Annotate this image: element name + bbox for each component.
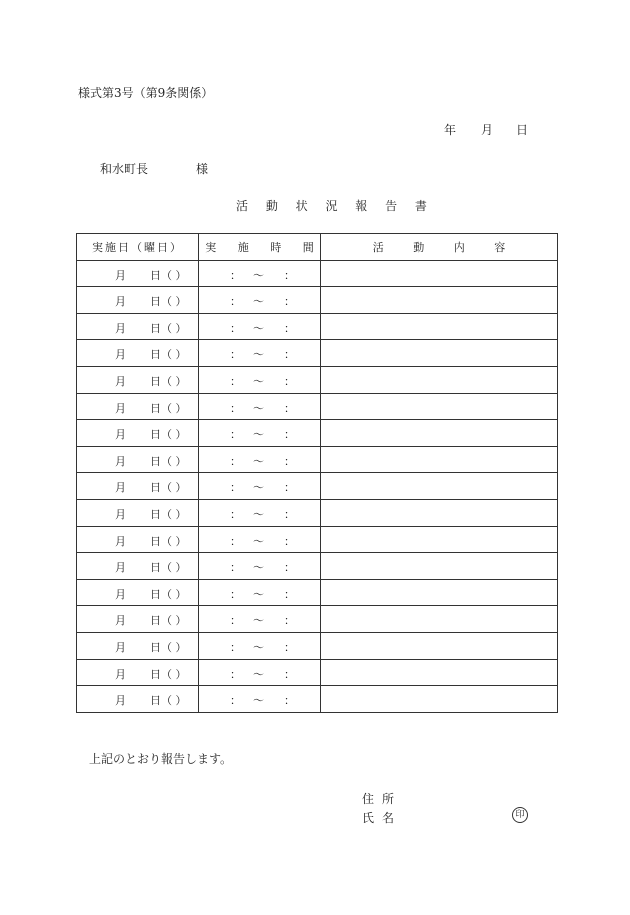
table-row bbox=[77, 287, 558, 314]
end-colon: ： bbox=[284, 428, 295, 442]
range-wave: 〜 bbox=[253, 428, 264, 442]
table-row bbox=[77, 606, 558, 633]
day-weekday-text: 日（ ） bbox=[150, 561, 187, 575]
time-cell[interactable] bbox=[199, 686, 321, 713]
activity-cell[interactable] bbox=[321, 659, 558, 686]
day-weekday-text: 日（ ） bbox=[150, 428, 187, 442]
end-colon: ： bbox=[284, 295, 295, 309]
month-text: 月 bbox=[115, 640, 126, 654]
range-wave: 〜 bbox=[253, 694, 264, 708]
date-cell[interactable] bbox=[77, 606, 199, 633]
activity-cell[interactable] bbox=[321, 526, 558, 553]
activity-cell[interactable] bbox=[321, 366, 558, 393]
time-cell[interactable] bbox=[199, 526, 321, 553]
month-text: 月 bbox=[115, 268, 126, 282]
month-text: 月 bbox=[115, 321, 126, 335]
day-weekday-text: 日（ ） bbox=[150, 321, 187, 335]
table-row bbox=[77, 420, 558, 447]
end-colon: ： bbox=[284, 507, 295, 521]
activity-cell[interactable] bbox=[321, 340, 558, 367]
name-label: 氏名 bbox=[362, 811, 403, 825]
range-wave: 〜 bbox=[253, 295, 264, 309]
column-header-date: 実施日（曜日） bbox=[77, 234, 199, 261]
address-label: 住所 bbox=[362, 792, 403, 806]
start-colon: ： bbox=[230, 268, 241, 282]
table-row bbox=[77, 340, 558, 367]
time-cell[interactable] bbox=[199, 579, 321, 606]
time-cell[interactable] bbox=[199, 473, 321, 500]
range-wave: 〜 bbox=[253, 534, 264, 548]
month-text: 月 bbox=[115, 454, 126, 468]
activity-cell[interactable] bbox=[321, 313, 558, 340]
month-label: 月 bbox=[481, 123, 494, 137]
report-table bbox=[76, 233, 558, 713]
end-colon: ： bbox=[284, 348, 295, 362]
start-colon: ： bbox=[230, 428, 241, 442]
day-weekday-text: 日（ ） bbox=[150, 401, 187, 415]
month-text: 月 bbox=[115, 401, 126, 415]
start-colon: ： bbox=[230, 321, 241, 335]
range-wave: 〜 bbox=[253, 401, 264, 415]
month-text: 月 bbox=[115, 534, 126, 548]
range-wave: 〜 bbox=[253, 348, 264, 362]
activity-cell[interactable] bbox=[321, 686, 558, 713]
time-cell[interactable] bbox=[199, 446, 321, 473]
date-cell[interactable] bbox=[77, 526, 199, 553]
day-weekday-text: 日（ ） bbox=[150, 374, 187, 388]
end-colon: ： bbox=[284, 401, 295, 415]
date-cell[interactable] bbox=[77, 393, 199, 420]
day-weekday-text: 日（ ） bbox=[150, 694, 187, 708]
month-text: 月 bbox=[115, 614, 126, 628]
day-weekday-text: 日（ ） bbox=[150, 481, 187, 495]
month-text: 月 bbox=[115, 374, 126, 388]
start-colon: ： bbox=[230, 401, 241, 415]
month-text: 月 bbox=[115, 481, 126, 495]
honorific: 様 bbox=[196, 162, 209, 176]
range-wave: 〜 bbox=[253, 614, 264, 628]
end-colon: ： bbox=[284, 321, 295, 335]
table-row bbox=[77, 632, 558, 659]
time-cell[interactable] bbox=[199, 420, 321, 447]
activity-cell[interactable] bbox=[321, 393, 558, 420]
form-number: 様式第3号（第9条関係） bbox=[78, 86, 214, 100]
month-text: 月 bbox=[115, 295, 126, 309]
time-cell[interactable] bbox=[199, 606, 321, 633]
time-cell[interactable] bbox=[199, 366, 321, 393]
table-row bbox=[77, 526, 558, 553]
range-wave: 〜 bbox=[253, 587, 264, 601]
date-cell[interactable] bbox=[77, 632, 199, 659]
activity-cell[interactable] bbox=[321, 606, 558, 633]
table-row bbox=[77, 579, 558, 606]
start-colon: ： bbox=[230, 534, 241, 548]
activity-cell[interactable] bbox=[321, 420, 558, 447]
time-cell[interactable] bbox=[199, 393, 321, 420]
range-wave: 〜 bbox=[253, 507, 264, 521]
date-cell[interactable] bbox=[77, 553, 199, 580]
day-weekday-text: 日（ ） bbox=[150, 667, 187, 681]
range-wave: 〜 bbox=[253, 667, 264, 681]
start-colon: ： bbox=[230, 667, 241, 681]
addressee: 和水町長 bbox=[100, 162, 149, 176]
start-colon: ： bbox=[230, 694, 241, 708]
start-colon: ： bbox=[230, 587, 241, 601]
range-wave: 〜 bbox=[253, 640, 264, 654]
activity-cell[interactable] bbox=[321, 579, 558, 606]
table-row bbox=[77, 473, 558, 500]
day-weekday-text: 日（ ） bbox=[150, 534, 187, 548]
activity-cell[interactable] bbox=[321, 553, 558, 580]
start-colon: ： bbox=[230, 481, 241, 495]
end-colon: ： bbox=[284, 561, 295, 575]
end-colon: ： bbox=[284, 640, 295, 654]
date-cell[interactable] bbox=[77, 287, 199, 314]
table-row bbox=[77, 553, 558, 580]
date-cell[interactable] bbox=[77, 499, 199, 526]
start-colon: ： bbox=[230, 295, 241, 309]
range-wave: 〜 bbox=[253, 374, 264, 388]
day-weekday-text: 日（ ） bbox=[150, 614, 187, 628]
time-cell[interactable] bbox=[199, 287, 321, 314]
table-row bbox=[77, 686, 558, 713]
report-rows bbox=[77, 260, 558, 712]
end-colon: ： bbox=[284, 374, 295, 388]
column-header-time: 実 施 時 間 bbox=[199, 234, 321, 261]
start-colon: ： bbox=[230, 507, 241, 521]
time-cell[interactable] bbox=[199, 553, 321, 580]
start-colon: ： bbox=[230, 561, 241, 575]
day-weekday-text: 日（ ） bbox=[150, 454, 187, 468]
time-cell[interactable] bbox=[199, 499, 321, 526]
start-colon: ： bbox=[230, 640, 241, 654]
end-colon: ： bbox=[284, 587, 295, 601]
day-weekday-text: 日（ ） bbox=[150, 507, 187, 521]
range-wave: 〜 bbox=[253, 481, 264, 495]
month-text: 月 bbox=[115, 667, 126, 681]
month-text: 月 bbox=[115, 507, 126, 521]
start-colon: ： bbox=[230, 374, 241, 388]
start-colon: ： bbox=[230, 348, 241, 362]
day-label: 日 bbox=[516, 123, 529, 137]
end-colon: ： bbox=[284, 454, 295, 468]
month-text: 月 bbox=[115, 587, 126, 601]
date-cell[interactable] bbox=[77, 446, 199, 473]
table-row bbox=[77, 366, 558, 393]
activity-cell[interactable] bbox=[321, 499, 558, 526]
table-row bbox=[77, 260, 558, 287]
time-cell[interactable] bbox=[199, 632, 321, 659]
table-header-row bbox=[77, 234, 558, 261]
date-cell[interactable] bbox=[77, 340, 199, 367]
closing-statement: 上記のとおり報告します。 bbox=[89, 752, 233, 766]
date-cell[interactable] bbox=[77, 659, 199, 686]
table-row bbox=[77, 393, 558, 420]
date-cell[interactable] bbox=[77, 473, 199, 500]
end-colon: ： bbox=[284, 667, 295, 681]
seal-icon: 印 bbox=[512, 807, 528, 823]
column-header-activity: 活 動 内 容 bbox=[321, 234, 558, 261]
day-weekday-text: 日（ ） bbox=[150, 640, 187, 654]
date-cell[interactable] bbox=[77, 686, 199, 713]
month-text: 月 bbox=[115, 561, 126, 575]
year-label: 年 bbox=[444, 123, 457, 137]
table-row bbox=[77, 313, 558, 340]
table-row bbox=[77, 659, 558, 686]
activity-cell[interactable] bbox=[321, 260, 558, 287]
activity-cell[interactable] bbox=[321, 446, 558, 473]
day-weekday-text: 日（ ） bbox=[150, 268, 187, 282]
range-wave: 〜 bbox=[253, 321, 264, 335]
month-text: 月 bbox=[115, 428, 126, 442]
date-cell[interactable] bbox=[77, 260, 199, 287]
range-wave: 〜 bbox=[253, 268, 264, 282]
start-colon: ： bbox=[230, 614, 241, 628]
document-title: 活 動 状 況 報 告 書 bbox=[236, 199, 434, 213]
end-colon: ： bbox=[284, 534, 295, 548]
activity-cell[interactable] bbox=[321, 632, 558, 659]
date-cell[interactable] bbox=[77, 366, 199, 393]
start-colon: ： bbox=[230, 454, 241, 468]
end-colon: ： bbox=[284, 694, 295, 708]
month-text: 月 bbox=[115, 348, 126, 362]
activity-cell[interactable] bbox=[321, 473, 558, 500]
date-cell[interactable] bbox=[77, 420, 199, 447]
range-wave: 〜 bbox=[253, 561, 264, 575]
table-row bbox=[77, 446, 558, 473]
activity-cell[interactable] bbox=[321, 287, 558, 314]
date-cell[interactable] bbox=[77, 313, 199, 340]
time-cell[interactable] bbox=[199, 340, 321, 367]
time-cell[interactable] bbox=[199, 313, 321, 340]
time-cell[interactable] bbox=[199, 260, 321, 287]
range-wave: 〜 bbox=[253, 454, 264, 468]
time-cell[interactable] bbox=[199, 659, 321, 686]
day-weekday-text: 日（ ） bbox=[150, 295, 187, 309]
end-colon: ： bbox=[284, 268, 295, 282]
table-row bbox=[77, 499, 558, 526]
end-colon: ： bbox=[284, 614, 295, 628]
end-colon: ： bbox=[284, 481, 295, 495]
date-cell[interactable] bbox=[77, 579, 199, 606]
day-weekday-text: 日（ ） bbox=[150, 348, 187, 362]
day-weekday-text: 日（ ） bbox=[150, 587, 187, 601]
month-text: 月 bbox=[115, 694, 126, 708]
